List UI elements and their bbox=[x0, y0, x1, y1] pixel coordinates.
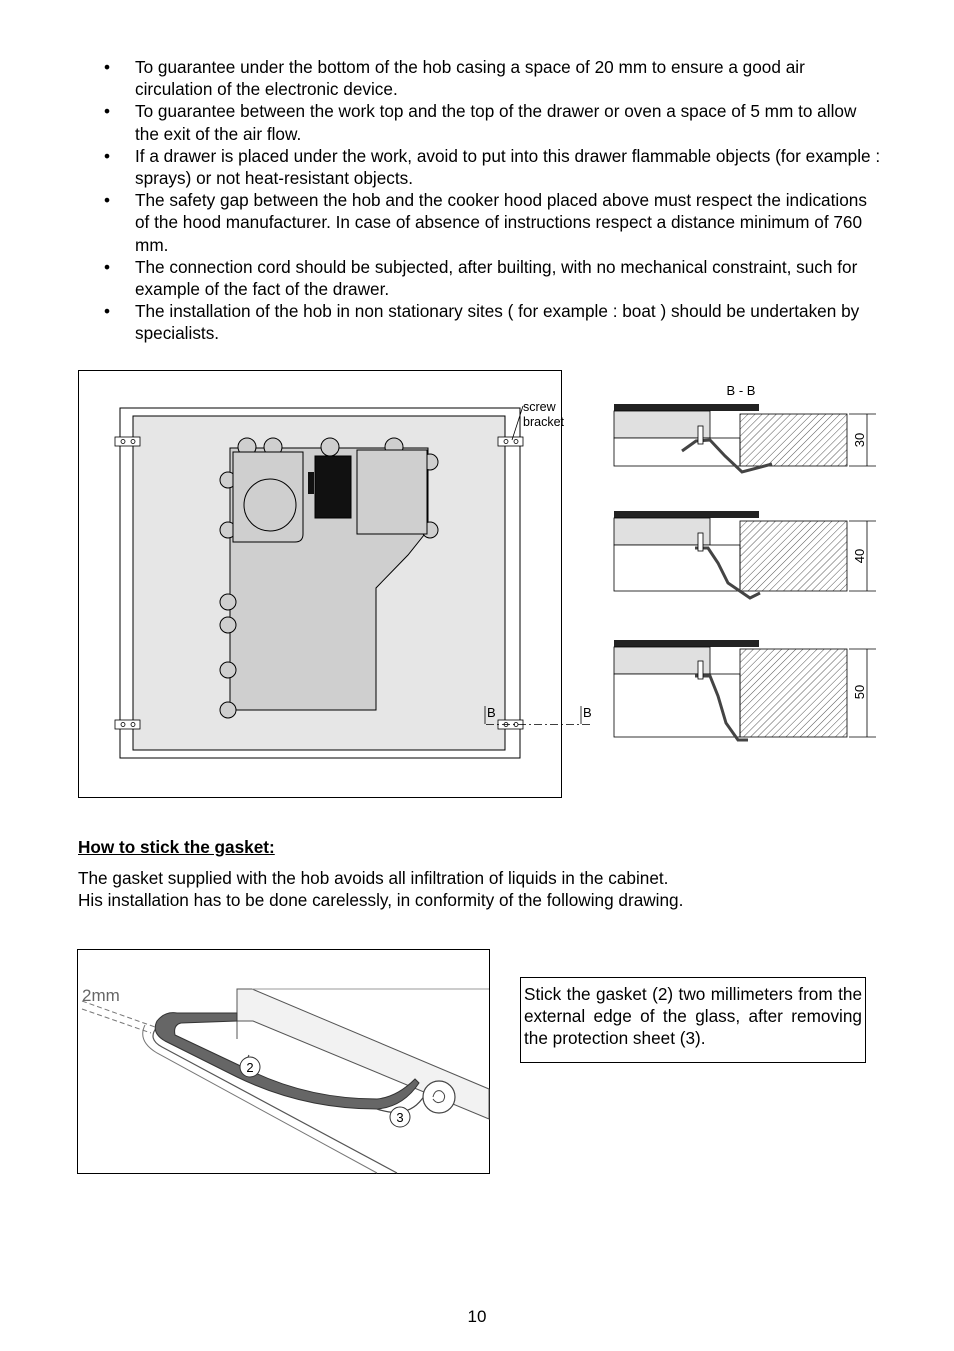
dim-50: 50 bbox=[852, 684, 867, 700]
gasket-instruction-box: Stick the gasket (2) two millimeters from the external edge of the glass, after removing the protection sheet (3). bbox=[520, 977, 866, 1063]
gasket-heading: How to stick the gasket: bbox=[78, 837, 275, 857]
bullet-item: • The connection cord should be subjected, after builting, with no mechanical constraint, such for example of the fact of the drawer. bbox=[104, 256, 858, 300]
bracket-bottom-left bbox=[115, 720, 140, 729]
svg-text:2: 2 bbox=[246, 1060, 254, 1075]
dim-label-2mm: 2mm bbox=[82, 986, 120, 1005]
bracket-top-right bbox=[498, 437, 523, 446]
page-number: 10 bbox=[467, 1307, 487, 1326]
control-module bbox=[315, 456, 351, 518]
gasket-intro-line-1: The gasket supplied with the hob avoids all infiltration of liquids in the cabinet. bbox=[78, 868, 669, 888]
gasket-intro-line-2: His installation has to be done carelessly, in conformity of the following drawing. bbox=[78, 890, 684, 911]
section-bb-details bbox=[600, 378, 890, 758]
screw-label: screw bbox=[523, 400, 556, 414]
section-50mm bbox=[614, 640, 876, 740]
section-40mm bbox=[614, 511, 876, 598]
gasket-intro bbox=[78, 867, 878, 911]
section-marker-left: B bbox=[487, 705, 496, 720]
installation-requirements-list bbox=[104, 56, 884, 345]
svg-text:3: 3 bbox=[396, 1110, 404, 1125]
bullet-item: • The safety gap between the hob and the cooker hood placed above must respect the indications of the hood manufacturer. In case of absence of instructions respect a distance minimum of 760 mm. bbox=[104, 190, 867, 255]
fan-icon bbox=[244, 479, 296, 531]
hob-bracket-diagram bbox=[78, 370, 592, 798]
gasket-diagram bbox=[77, 949, 490, 1174]
section-marker-right: B bbox=[583, 705, 592, 720]
bullet-item: • To guarantee between the work top and the top of the drawer or oven a space of 5 mm to allow the exit of the air flow. bbox=[104, 101, 857, 144]
dim-40: 40 bbox=[852, 548, 867, 564]
bracket-label: bracket bbox=[523, 415, 564, 429]
section-title: B - B bbox=[726, 383, 756, 398]
bullet-item: • The installation of the hob in non stationary sites ( for example : boat ) should be undertaken by specialists. bbox=[104, 301, 860, 344]
section-30mm bbox=[614, 404, 876, 472]
bracket-top-left bbox=[115, 437, 140, 446]
bullet-item: • If a drawer is placed under the work, avoid to put into this drawer flammable objects (for example : sprays) or not heat-resistant objects. bbox=[104, 145, 881, 189]
bullet-item: • To guarantee under the bottom of the hob casing a space of 20 mm to ensure a good air circulation of the electronic device. bbox=[104, 57, 805, 100]
dim-30: 30 bbox=[852, 432, 867, 448]
protection-sheet-roll bbox=[423, 1081, 455, 1113]
